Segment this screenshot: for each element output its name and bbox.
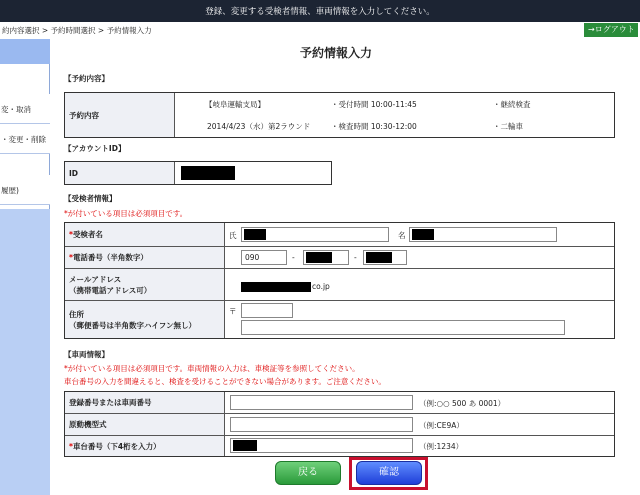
sidebar bbox=[0, 39, 50, 495]
email-label: メールアドレス （携帯電話アドレス可） bbox=[65, 269, 225, 300]
account-id-label: ID bbox=[65, 162, 175, 184]
phone-separator-1: - bbox=[292, 253, 295, 262]
vehicle-section-label: 【車両情報】 bbox=[64, 350, 109, 359]
email-row bbox=[65, 269, 614, 301]
sidebar-item-cancel[interactable]: 変・取消 bbox=[0, 94, 50, 124]
engine-model-example: （例:CE9A） bbox=[419, 421, 464, 430]
reservation-section-label: 【予約内容】 bbox=[64, 74, 109, 83]
reception-time: ・受付時間 10:00-11:45 bbox=[331, 100, 417, 109]
logout-button[interactable]: →ログアウト bbox=[584, 23, 638, 37]
confirm-button[interactable]: 確認 bbox=[356, 461, 422, 485]
registration-label: 登録番号または車両番号 bbox=[65, 392, 225, 413]
registration-example: （例:○○ 500 あ 0001） bbox=[419, 399, 506, 408]
surname-prefix: 氏 bbox=[229, 231, 237, 240]
phone-part2-input[interactable] bbox=[303, 250, 349, 265]
phone-separator-2: - bbox=[354, 253, 357, 262]
account-table bbox=[64, 161, 332, 185]
surname-input[interactable] bbox=[241, 227, 389, 242]
breadcrumb bbox=[0, 22, 640, 39]
engine-model-row bbox=[65, 414, 614, 436]
chassis-example: （例:1234） bbox=[419, 442, 464, 451]
account-section-label: 【アカウントID】 bbox=[64, 144, 126, 153]
sidebar-filler bbox=[0, 209, 50, 495]
email-value-redacted bbox=[241, 282, 311, 292]
back-button[interactable]: 戻る bbox=[275, 461, 341, 485]
inspection-time: ・検査時間 10:30-12:00 bbox=[331, 122, 417, 131]
email-domain: co.jp bbox=[312, 282, 330, 291]
chassis-number-input[interactable] bbox=[230, 438, 413, 453]
sidebar-header bbox=[0, 39, 50, 64]
phone-part1-input[interactable]: 090 bbox=[241, 250, 287, 265]
postal-code-input[interactable] bbox=[241, 303, 293, 318]
vehicle-note-2: 車台番号の入力を間違えると、検査を受けることができない場合があります。ご注意ください。 bbox=[64, 377, 386, 386]
vehicle-table bbox=[64, 391, 615, 457]
name-row bbox=[65, 223, 614, 247]
engine-model-input[interactable] bbox=[230, 417, 413, 432]
name-label: * 受検者名 bbox=[65, 223, 225, 246]
reservation-date-round: 2014/4/23（水）第2ラウンド bbox=[207, 122, 311, 131]
vehicle-note-1: *が付いている項目は必須項目です。車両情報の入力は、車検証等を参照してください。 bbox=[64, 364, 360, 373]
address-input[interactable] bbox=[241, 320, 565, 335]
phone-row bbox=[65, 247, 614, 269]
examinee-section-label: 【受検者情報】 bbox=[64, 194, 117, 203]
examinee-table bbox=[64, 222, 615, 339]
vehicle-class: ・二輪車 bbox=[493, 122, 523, 131]
phone-part3-input[interactable] bbox=[363, 250, 407, 265]
reservation-row-label: 予約内容 bbox=[65, 93, 175, 137]
address-row bbox=[65, 301, 614, 338]
instruction-message: 登録、変更する受検者情報、車両情報を入力してください。 bbox=[205, 7, 435, 17]
given-name-prefix: 名 bbox=[398, 231, 406, 240]
sidebar-item-history[interactable]: 履歴) bbox=[0, 175, 50, 205]
required-note: *が付いている項目は必須項目です。 bbox=[64, 209, 188, 218]
sidebar-item-change[interactable]: ・変更・削除 bbox=[0, 124, 50, 154]
registration-row bbox=[65, 392, 614, 414]
phone-label: * 電話番号（半角数字） bbox=[65, 247, 225, 268]
given-name-input[interactable] bbox=[409, 227, 557, 242]
engine-model-label: 原動機型式 bbox=[65, 414, 225, 435]
office-name: 【岐阜運輸支局】 bbox=[205, 100, 265, 109]
registration-number-input[interactable] bbox=[230, 395, 413, 410]
inspection-type: ・継続検査 bbox=[493, 100, 531, 109]
chassis-label: * 車台番号（下4桁を入力） bbox=[65, 436, 225, 456]
reservation-table bbox=[64, 92, 615, 138]
breadcrumb-text: 約内容選択 > 予約時間選択 > 予約情報入力 bbox=[2, 26, 152, 35]
postal-mark: 〒 bbox=[229, 307, 237, 316]
account-id-value bbox=[181, 166, 235, 180]
address-label: 住所 （郵便番号は半角数字ハイフン無し） bbox=[65, 301, 225, 338]
top-message-bar bbox=[0, 0, 640, 22]
chassis-row bbox=[65, 436, 614, 456]
page-title: 予約情報入力 bbox=[300, 46, 373, 60]
